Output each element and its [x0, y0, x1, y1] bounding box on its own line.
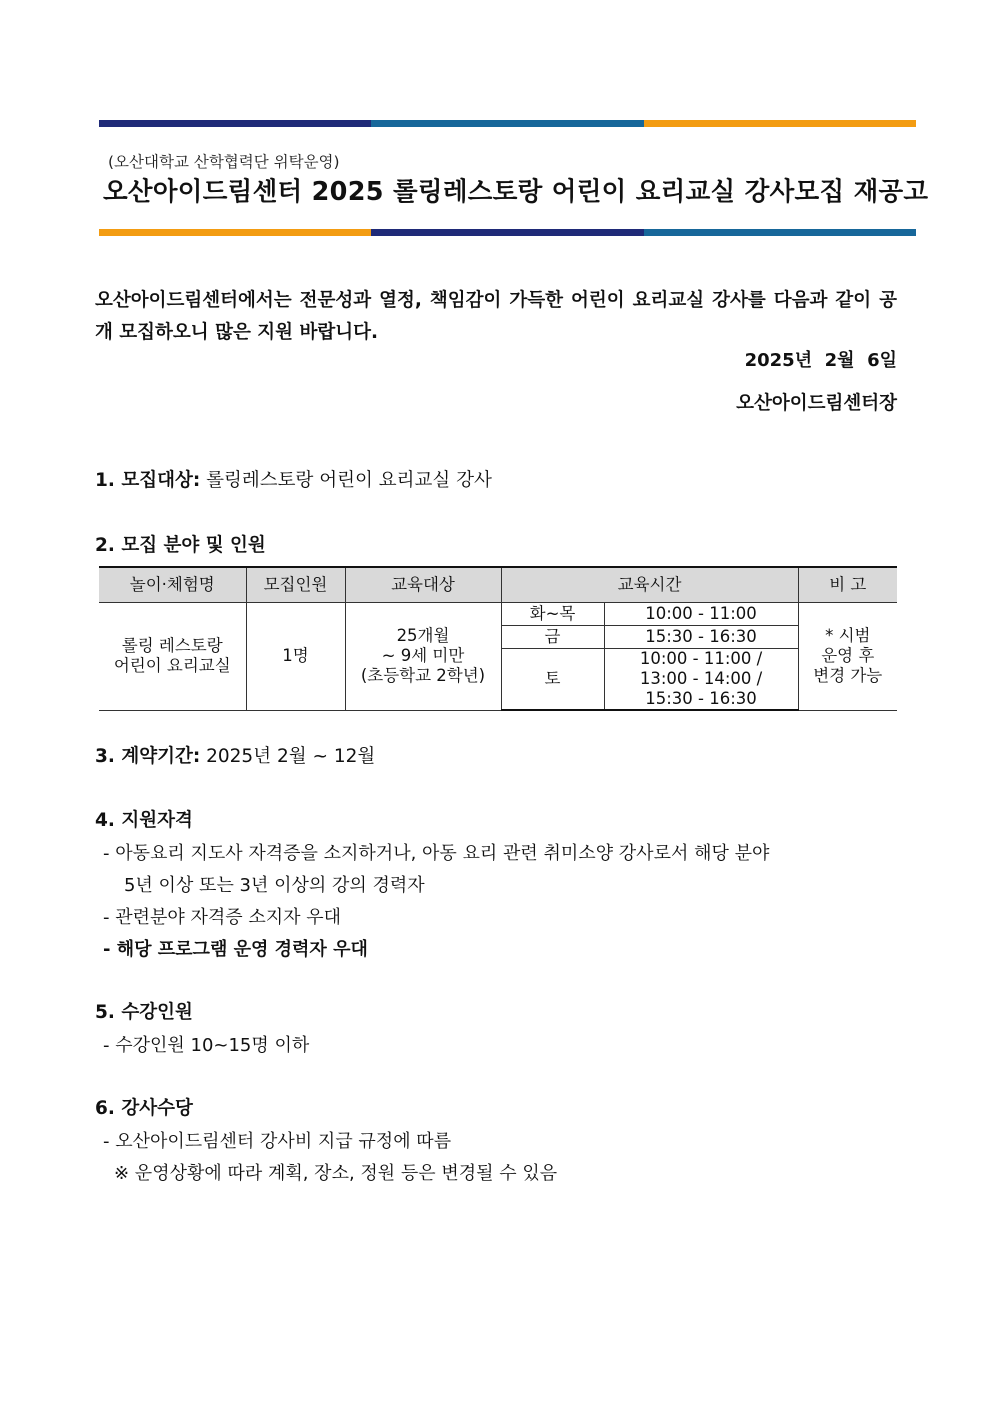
notice-title: 오산아이드림센터 2025 롤링레스토랑 어린이 요리교실 강사모집 재공고: [103, 177, 929, 207]
section-label: 3. 계약기간:: [95, 746, 201, 767]
section-label: 5. 수강인원: [95, 1002, 193, 1023]
header-program: 놀이·체험명: [99, 567, 246, 603]
pay-note: ※ 운영상황에 따라 계획, 장소, 정원 등은 변경될 수 있음: [114, 1163, 558, 1184]
section-text: 롤링레스토랑 어린이 요리교실 강사: [206, 470, 492, 491]
top-color-bar: [99, 120, 916, 127]
cell-time: 15:30 - 16:30: [604, 626, 798, 649]
section-label: 4. 지원자격: [95, 810, 193, 831]
table-header-row: [99, 567, 897, 603]
recruit-table: [99, 566, 897, 711]
notice-signer: 오산아이드림센터장: [736, 393, 897, 414]
intro-paragraph: 오산아이드림센터에서는 전문성과 열정, 책임감이 가득한 어린이 요리교실 강사를 다음과 같이 공개 모집하오니 많은 지원 바랍니다.: [95, 290, 897, 343]
bar-segment-navy: [99, 120, 371, 127]
qualification-line: 5년 이상 또는 3년 이상의 강의 경력자: [124, 875, 425, 896]
bar-segment-blue: [644, 229, 916, 236]
cell-note: * 시범 운영 후 변경 가능: [798, 603, 897, 711]
qualification-line: - 아동요리 지도사 자격증을 소지하거나, 아동 요리 관련 취미소양 강사로서 해당 분야: [103, 843, 770, 864]
table-row: [99, 603, 897, 626]
header-time: 교육시간: [501, 567, 798, 603]
cell-time: 10:00 - 11:00 / 13:00 - 14:00 / 15:30 - 16:30: [604, 649, 798, 711]
bottom-color-bar: [99, 229, 916, 236]
section-class-size-heading: [95, 998, 193, 1024]
cell-day: 토: [501, 649, 604, 711]
section-label: 1. 모집대상:: [95, 470, 201, 491]
notice-subtitle: (오산대학교 산학협력단 위탁운영): [108, 153, 340, 171]
section-pay-heading: [95, 1094, 193, 1120]
class-size-line: - 수강인원 10~15명 이하: [103, 1035, 310, 1056]
header-count: 모집인원: [246, 567, 345, 603]
cell-count: 1명: [246, 603, 345, 711]
section-contract-period: [95, 742, 375, 768]
pay-line: - 오산아이드림센터 강사비 지급 규정에 따름: [103, 1131, 452, 1152]
bar-segment-orange: [644, 120, 916, 127]
bar-segment-navy: [371, 229, 643, 236]
qualification-line: - 관련분야 자격증 소지자 우대: [103, 907, 342, 928]
section-recruit-target: [95, 466, 492, 492]
header-note: 비 고: [798, 567, 897, 603]
section-label: 6. 강사수당: [95, 1098, 193, 1119]
bar-segment-orange: [99, 229, 371, 236]
cell-time: 10:00 - 11:00: [604, 603, 798, 626]
notice-date: 2025년 2월 6일: [744, 350, 897, 371]
cell-day: 금: [501, 626, 604, 649]
cell-day: 화~목: [501, 603, 604, 626]
qualification-line: - 해당 프로그램 운영 경력자 우대: [103, 939, 368, 960]
section-label: 2. 모집 분야 및 인원: [95, 535, 266, 556]
cell-target: 25개월 ~ 9세 미만 (초등학교 2학년): [345, 603, 501, 711]
section-text: 2025년 2월 ~ 12월: [206, 746, 376, 767]
header-target: 교육대상: [345, 567, 501, 603]
bar-segment-blue: [371, 120, 643, 127]
section-qualification-heading: [95, 806, 193, 832]
section-field-heading: [95, 531, 266, 557]
cell-program: 롤링 레스토랑 어린이 요리교실: [99, 603, 246, 711]
